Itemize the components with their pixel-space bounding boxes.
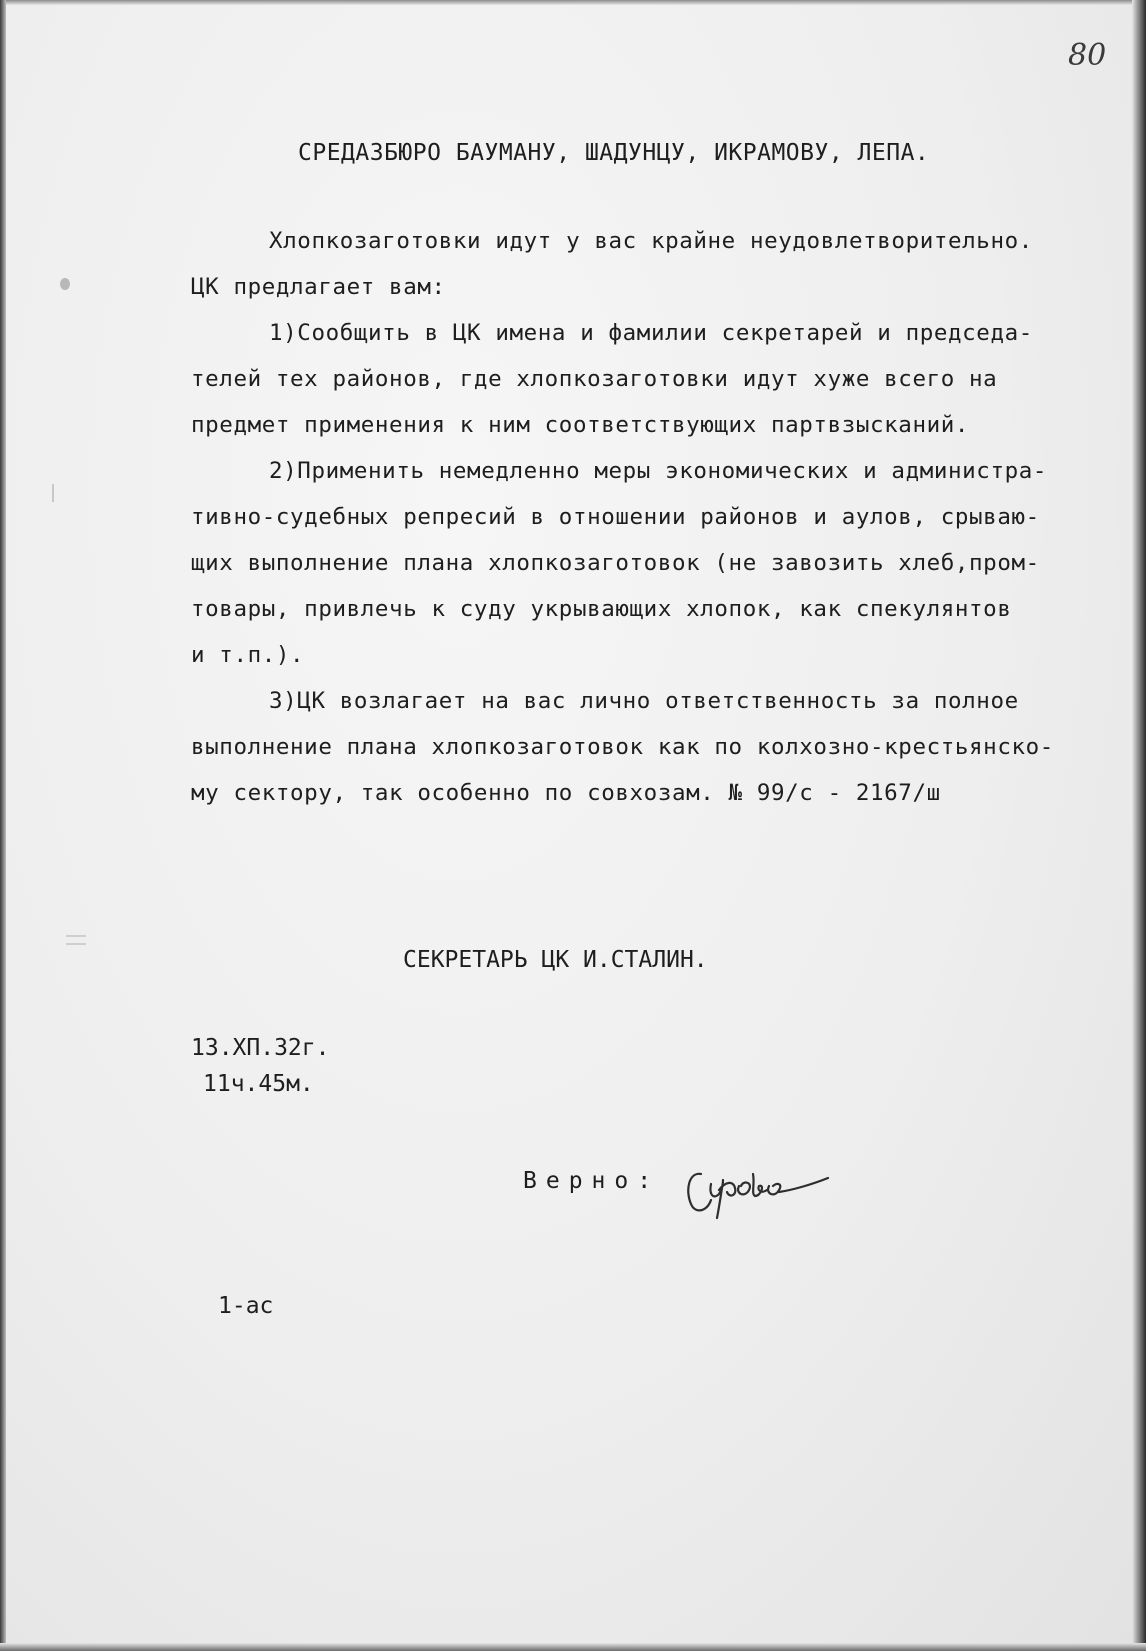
body-line: 3)ЦК возлагает на вас лично ответственность за полное: [269, 688, 1019, 714]
copy-mark: 1-ас: [218, 1293, 274, 1319]
document-time: 11ч.45м.: [203, 1071, 314, 1097]
body-line: 1)Сообщить в ЦК имена и фамилии секретарей и председа-: [269, 320, 1033, 346]
page-edge-top: [0, 0, 1146, 5]
signatory: СЕКРЕТАРЬ ЦК И.СТАЛИН.: [403, 947, 708, 973]
body-line: товары, привлечь к суду укрывающих хлопок, как спекулянтов: [191, 596, 1012, 622]
document-date: 13.ХП.32г.: [191, 1035, 330, 1061]
body-line: предмет применения к ним соответствующих партвзысканий.: [191, 412, 970, 438]
body-line: Хлопкозаготовки идут у вас крайне неудовлетворительно.: [269, 228, 1033, 254]
paper-mark: [66, 935, 86, 945]
body-line: щих выполнение плана хлопкозаготовок (не завозить хлеб,пром-: [191, 550, 1040, 576]
paper-mark: [60, 278, 70, 290]
body-line: му сектору, так особенно по совхозам. № 99/с - 2167/ш: [191, 780, 941, 806]
body-line: и т.п.).: [191, 642, 305, 668]
archive-page-number: 80: [1068, 38, 1107, 73]
body-line: 2)Применить немедленно меры экономических и администра-: [269, 458, 1048, 484]
body-line: тивно-судебных репресий в отношении районов и аулов, срываю-: [191, 504, 1040, 530]
certification-label: Верно:: [523, 1168, 661, 1194]
page-edge-right: [1132, 0, 1146, 1651]
body-line: телей тех районов, где хлопкозаготовки идут хуже всего на: [191, 366, 998, 392]
page-edge-left: [0, 0, 6, 1651]
body-line: ЦК предлагает вам:: [191, 274, 446, 300]
body-line: выполнение плана хлопкозаготовок как по колхозно-крестьянско-: [191, 734, 1054, 760]
handwritten-signature: [683, 1160, 833, 1220]
paper-mark: [52, 484, 68, 502]
page-edge-bottom: [0, 1643, 1146, 1651]
addressee-heading: СРЕДАЗБЮРО БАУМАНУ, ШАДУНЦУ, ИКРАМОВУ, ЛЕПА.: [298, 140, 930, 166]
